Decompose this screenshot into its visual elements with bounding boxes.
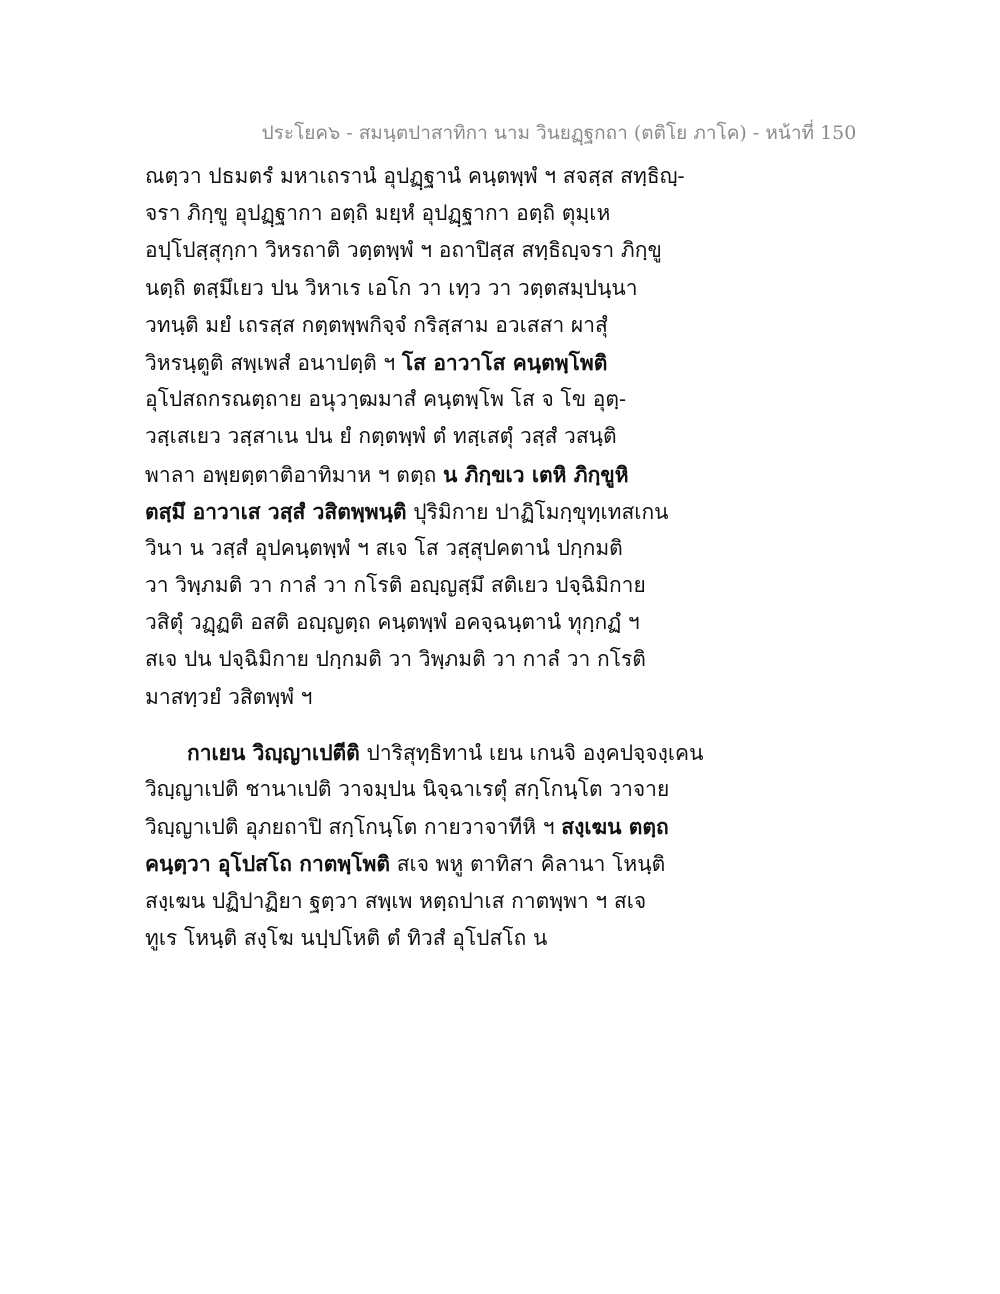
text-line bbox=[145, 270, 705, 307]
text-run: สงฺเฆน ปฏิปาฏิยา ฐตฺวา สพฺเพ หตฺถปาเส กาตพฺพา ฯ สเจ bbox=[145, 888, 647, 913]
text-line bbox=[145, 771, 705, 808]
text-run: พาลา อพฺยตฺตาติอาทิมาห ฯ ตตฺถ bbox=[145, 462, 443, 487]
text-line bbox=[145, 604, 705, 641]
text-run: วินา น วสฺสํ อุปคนฺตพฺพํ ฯ สเจ โส วสฺสุปคตานํ ปกฺกมติ bbox=[145, 535, 623, 560]
text-run: วสิตุํ วฏฺฏติ อสติ อญฺญตฺถ คนฺตพฺพํ อคจฺฉนฺตานํ ทุกฺกฏํ ฯ bbox=[145, 610, 640, 635]
bold-term: โส อาวาโส คนฺตพฺโพติ bbox=[401, 349, 608, 375]
text-line bbox=[145, 344, 705, 381]
bold-term: คนฺตฺวา อุโปสโถ กาตพฺโพติ bbox=[145, 851, 391, 877]
text-run: อุโปสถกรณตฺถาย อนุวาฺฒมาสํ คนฺตพฺโพ โส จ โข อุตฺ- bbox=[145, 387, 627, 412]
running-header bbox=[0, 118, 1000, 148]
text-line bbox=[145, 920, 705, 957]
text-run: ณตฺวา ปธมตรํ มหาเถรานํ อุปฏฺฐานํ คนฺตพฺพํ ฯ สจสฺส สทฺธิญฺ- bbox=[145, 164, 685, 188]
text-line bbox=[145, 883, 705, 920]
text-line bbox=[145, 307, 705, 344]
bold-term: กาเยน วิญฺญาเปตีติ bbox=[187, 739, 360, 765]
text-run: อปฺโปสฺสุกฺกา วิหรถาติ วตฺตพฺพํ ฯ อถาปิสฺส สทฺธิญฺจรา ภิกฺขู bbox=[145, 238, 662, 263]
bold-term: ตสฺมึ อาวาเส วสฺสํ วสิตพฺพนฺติ bbox=[145, 498, 407, 524]
text-line bbox=[145, 381, 705, 418]
text-line bbox=[145, 845, 705, 882]
running-header-text: ประโยค๖ - สมนฺตปาสาทิกา นาม วินยฏฺฐกถา (ตติโย ภาโค) - หน้าที่ 150 bbox=[261, 122, 857, 144]
text-line bbox=[145, 808, 705, 845]
text-run: ทูเร โหนฺติ สงฺโฆ นปฺปโหติ ตํ ทิวสํ อุโปสโถ น bbox=[145, 925, 548, 950]
text-line bbox=[145, 530, 705, 567]
paragraph-gap bbox=[145, 716, 705, 734]
text-run: มาสทฺวยํ วสิตพฺพํ ฯ bbox=[145, 684, 313, 709]
paragraph bbox=[145, 158, 705, 716]
paragraph bbox=[145, 734, 705, 957]
text-run: นตฺถิ ตสฺมึเยว ปน วิหาเร เอโก วา เทฺว วา วตฺตสมฺปนฺนา bbox=[145, 275, 638, 300]
text-line bbox=[145, 567, 705, 604]
text-run: สเจ พหู ตาทิสา คิลานา โหนฺติ bbox=[390, 852, 666, 877]
text-run: จรา ภิกฺขู อุปฏฺฐากา อตฺถิ มยฺหํ อุปฏฺฐากา อตฺถิ ตุมฺเห bbox=[145, 201, 611, 226]
text-line bbox=[145, 493, 705, 530]
body-text bbox=[145, 158, 705, 957]
text-line bbox=[145, 232, 705, 269]
text-line bbox=[145, 734, 705, 771]
text-line bbox=[145, 641, 705, 678]
text-run: วิญฺญาเปติ อุภยถาปิ สกฺโกนฺโต กายวาจาทีหิ ฯ bbox=[145, 815, 562, 840]
bold-term: สงฺเฆน ตตฺถ bbox=[561, 814, 669, 840]
text-line bbox=[145, 158, 705, 195]
text-line bbox=[145, 456, 705, 493]
text-run: วสฺเสเยว วสฺสาเน ปน ยํ กตฺตพฺพํ ตํ ทสฺเสตุํ วสฺสํ วสนฺติ bbox=[145, 424, 617, 449]
text-run: วิญฺญาเปติ ชานาเปติ วาจมฺปน นิจฺฉาเรตุํ สกฺโกนฺโต วาจาย bbox=[145, 777, 670, 801]
text-run: ปุริมิกาย ปาฏิโมกฺขุทฺเทสเกน bbox=[406, 499, 669, 524]
bold-term: น ภิกฺขเว เตหิ ภิกฺขูหิ bbox=[442, 461, 629, 487]
text-line bbox=[145, 195, 705, 232]
text-line bbox=[145, 418, 705, 455]
text-run: วทนฺติ มยํ เถรสฺส กตฺตพฺพกิจฺจํ กริสฺสาม อวเสสา ผาสุํ bbox=[145, 312, 608, 337]
text-line bbox=[145, 679, 705, 716]
text-run: วิหรนฺตูติ สพฺเพสํ อนาปตฺติ ฯ bbox=[145, 350, 402, 375]
text-run: วา วิพฺภมติ วา กาลํ วา กโรติ อญฺญสฺมึ สติเยว ปจฺฉิมิกาย bbox=[145, 573, 646, 598]
text-run: ปาริสุทฺธิทานํ เยน เกนจิ องฺคปจฺจงฺเคน bbox=[359, 740, 704, 765]
text-run: สเจ ปน ปจฺฉิมิกาย ปกฺกมติ วา วิพฺภมติ วา กาลํ วา กโรติ bbox=[145, 647, 646, 672]
